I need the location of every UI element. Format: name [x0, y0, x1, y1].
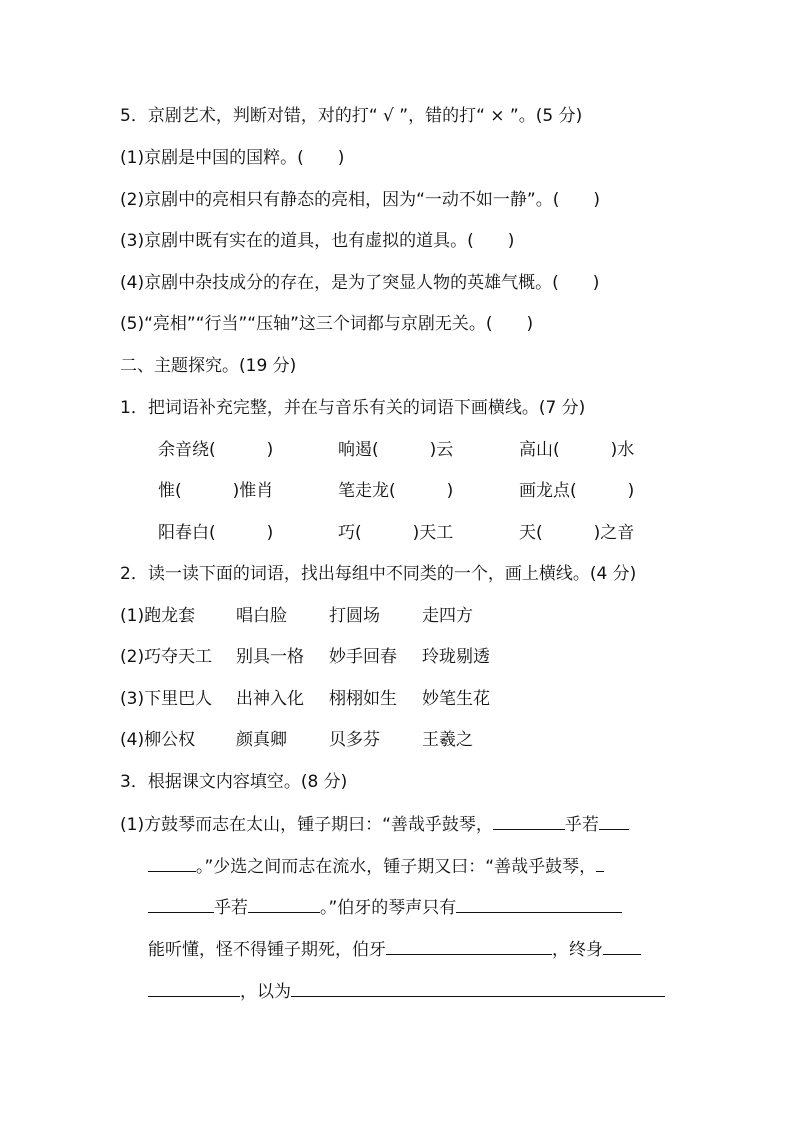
- q5-title: 5．京剧艺术，判断对错，对的打“ √ ”，错的打“ × ”。(5 分): [120, 106, 583, 126]
- q3-text: 能听懂，怪不得锺子期死，伯牙: [148, 940, 386, 960]
- answer-blank[interactable]: [493, 812, 565, 830]
- word-group-item: 妙笔生花: [422, 689, 490, 709]
- idiom-blank: 画龙点( ): [519, 481, 635, 501]
- q3-text: 。”伯牙的琴声只有: [320, 898, 457, 918]
- q3-text: ，以为: [240, 982, 291, 1002]
- answer-blank[interactable]: [386, 937, 552, 955]
- word-group-item: 贝多芬: [329, 730, 380, 750]
- q5-item-2: (2)京剧中的亮相只有静态的亮相，因为“一动不如一静”。( ): [120, 190, 600, 210]
- word-group-item: 妙手回春: [329, 647, 397, 667]
- q3-text: 乎若: [564, 815, 599, 835]
- word-group-item: 走四方: [422, 606, 473, 626]
- answer-blank[interactable]: [248, 895, 320, 913]
- q3-paragraph-line-2: [148, 854, 683, 879]
- q5-item-4: (4)京剧中杂技成分的存在，是为了突显人物的英雄气概。( ): [120, 273, 600, 293]
- q3-text: 。”少选之间而志在流水，锺子期又曰：“善哉乎鼓琴，: [196, 857, 597, 877]
- word-group-item: (3)下里巴人: [120, 689, 213, 709]
- idiom-blank: 惟( )惟肖: [158, 481, 274, 501]
- idiom-blank: 阳春白( ): [158, 523, 274, 543]
- q5-item-1: (1)京剧是中国的国粹。( ): [120, 148, 345, 168]
- answer-blank[interactable]: [148, 895, 214, 913]
- q3-text: (1)方鼓琴而志在太山，锺子期曰：“善哉乎鼓琴，: [120, 815, 493, 835]
- q5-item-5: (5)“亮相”“行当”“压轴”这三个词都与京剧无关。( ): [120, 314, 534, 334]
- answer-blank[interactable]: [148, 979, 240, 997]
- word-group-item: 玲珑剔透: [422, 647, 490, 667]
- word-group-item: 唱白脸: [236, 606, 287, 626]
- q3-paragraph-line-1: [120, 812, 683, 837]
- q3-title: 3．根据课文内容填空。(8 分): [120, 772, 348, 792]
- idiom-blank: 余音绕( ): [158, 440, 274, 460]
- idiom-blank: 高山( )水: [519, 440, 635, 460]
- idiom-blank: 天( )之音: [519, 523, 635, 543]
- q3-paragraph-line-4: [148, 937, 683, 962]
- idiom-blank: 巧( )天工: [338, 523, 454, 543]
- word-group-item: (2)巧夺天工: [120, 647, 213, 667]
- section2-title: 二、主题探究。(19 分): [120, 356, 297, 376]
- word-group-item: 颜真卿: [236, 730, 287, 750]
- q3-paragraph-line-3: [148, 895, 683, 920]
- q3-text: ，终身: [552, 940, 603, 960]
- answer-blank[interactable]: [456, 895, 622, 913]
- word-group-item: 王羲之: [422, 730, 473, 750]
- answer-blank[interactable]: [148, 854, 196, 872]
- word-group-item: 打圆场: [329, 606, 380, 626]
- q2-title: 2．读一读下面的词语，找出每组中不同类的一个，画上横线。(4 分): [120, 564, 637, 584]
- answer-blank[interactable]: [603, 937, 641, 955]
- q1-title: 1．把词语补充完整，并在与音乐有关的词语下画横线。(7 分): [120, 398, 586, 418]
- word-group-item: 出神入化: [236, 689, 304, 709]
- answer-blank[interactable]: [599, 812, 629, 830]
- q3-paragraph-line-5: [148, 979, 683, 1004]
- q5-item-3: (3)京剧中既有实在的道具，也有虚拟的道具。( ): [120, 231, 515, 251]
- idiom-blank: 笔走龙( ): [338, 481, 454, 501]
- word-group-item: (1)跑龙套: [120, 606, 196, 626]
- word-group-item: 别具一格: [236, 647, 304, 667]
- answer-blank[interactable]: [596, 854, 604, 872]
- idiom-blank: 响遏( )云: [338, 440, 454, 460]
- word-group-item: (4)柳公权: [120, 730, 196, 750]
- q3-text: 乎若: [214, 898, 248, 918]
- word-group-item: 栩栩如生: [329, 689, 397, 709]
- answer-blank[interactable]: [291, 979, 665, 997]
